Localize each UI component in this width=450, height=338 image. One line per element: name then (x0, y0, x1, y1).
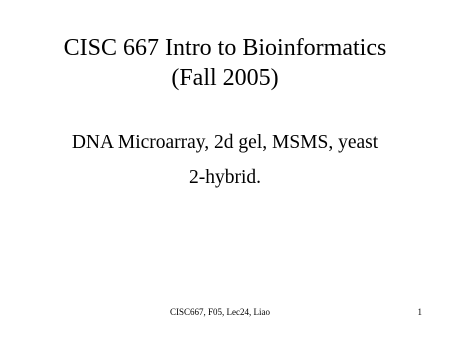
slide-footer: CISC667, F05, Lec24, Liao (170, 307, 270, 317)
slide-title (0, 33, 450, 93)
slide-title-line-2: (Fall 2005) (171, 65, 279, 91)
slide-subtitle-line-1: DNA Microarray, 2d gel, MSMS, yeast (71, 132, 379, 153)
slide-subtitle (0, 125, 450, 195)
slide-title-line-1: CISC 667 Intro to Bioinformatics (63, 35, 387, 61)
slide-subtitle-line-2: 2-hybrid. (188, 167, 262, 188)
slide-page-number: 1 (417, 307, 422, 317)
